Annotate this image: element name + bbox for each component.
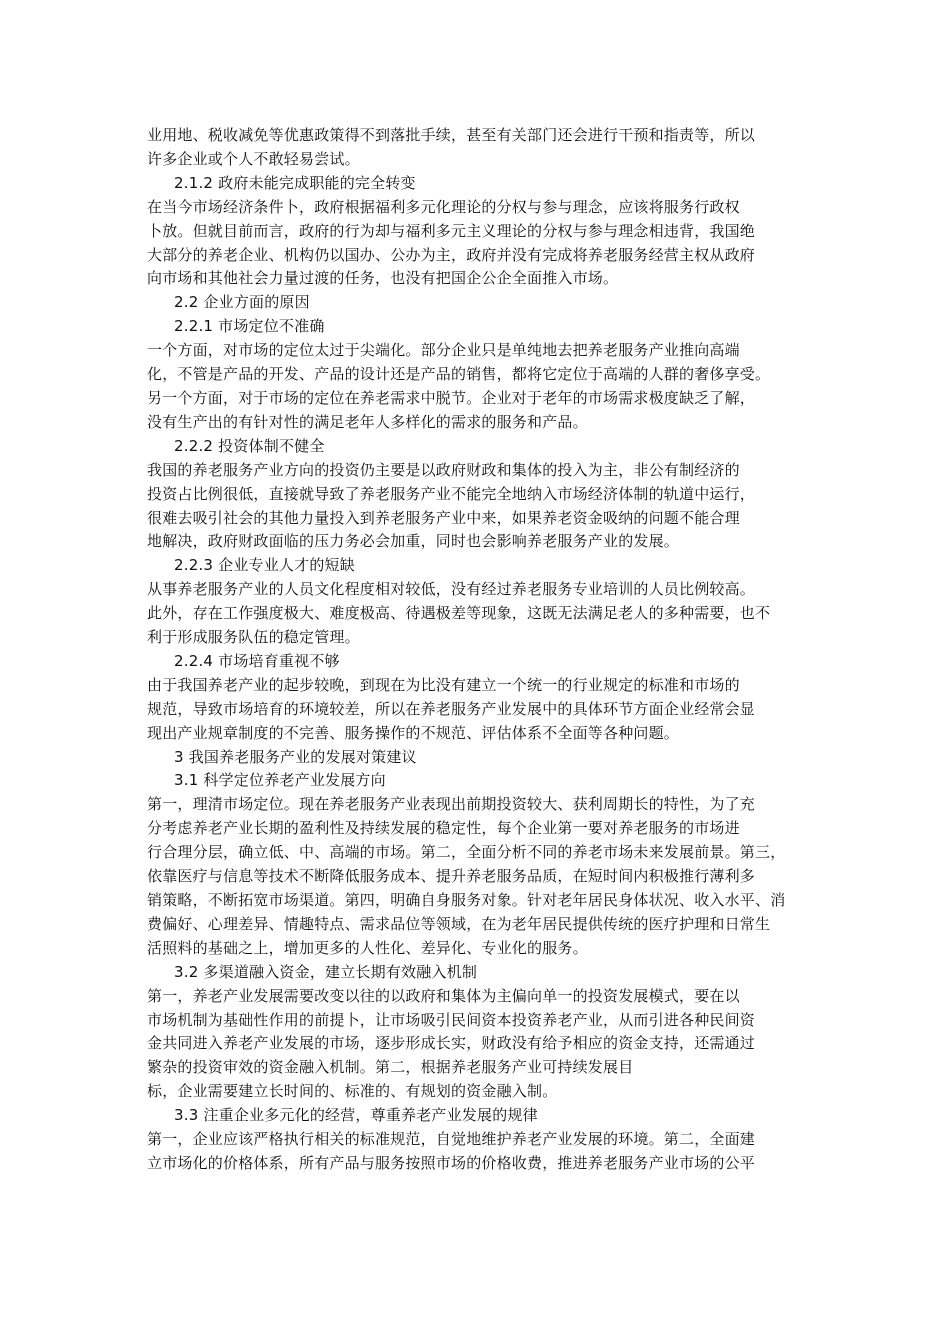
text-line: 行合理分层，确立低、中、高端的市场。第二，全面分析不同的养老市场未来发展前景。第三， bbox=[147, 843, 786, 862]
text-line: 依靠医疗与信息等技术不断降低服务成本、提升养老服务品质，在短时间内积极推行薄利多 bbox=[147, 867, 756, 886]
text-line: 业用地、税收减免等优惠政策得不到落批手续，甚至有关部门还会进行干预和指责等，所以 bbox=[147, 126, 756, 144]
text-line: 现出产业规章制度的不完善、服务操作的不规范、评估体系不全面等各种问题。 bbox=[147, 723, 680, 742]
section-heading: 2.2 企业方面的原因 bbox=[174, 293, 310, 312]
text-line: 我国的养老服务产业方向的投资仍主要是以政府财政和集体的投入为主，非公有制经济的 bbox=[147, 460, 740, 479]
text-line: 市场机制为基础性作用的前提卜，让市场吸引民间资本投资养老产业，从而引进各种民间资 bbox=[147, 1010, 756, 1029]
text-line: 地解决，政府财政面临的压力务必会加重，同时也会影响养老服务产业的发展。 bbox=[147, 532, 680, 551]
text-line: 另一个方面，对于市场的定位在养老需求中脱节。企业对于老年的市场需求极度缺乏了解， bbox=[147, 388, 756, 407]
text-line: 投资占比例很低，直接就导致了养老服务产业不能完全地纳入市场经济体制的轨道中运行， bbox=[147, 484, 756, 503]
text-line: 在当今市场经济条件卜，政府根据福利多元化理论的分权与参与理念，应该将服务行政权 bbox=[147, 197, 740, 216]
text-line: 向市场和其他社会力量过渡的任务，也没有把国企公企全面推入市场。 bbox=[147, 269, 619, 288]
text-line: 活照料的基础之上，增加更多的人性化、差异化、专业化的服务。 bbox=[147, 938, 588, 957]
text-line: 没有生产出的有针对性的满足老年人多样化的需求的服务和产品。 bbox=[147, 412, 588, 431]
section-heading: 2.2.4 市场培育重视不够 bbox=[174, 651, 340, 670]
text-line: 立市场化的价格体系，所有产品与服务按照市场的价格收费，推进养老服务产业市场的公平 bbox=[147, 1153, 756, 1172]
text-line: 一个方面，对市场的定位太过于尖端化。部分企业只是单纯地去把养老服务产业推向高端 bbox=[147, 341, 740, 360]
text-line: 此外，存在工作强度极大、难度极高、待遇极差等现象，这既无法满足老人的多种需要，也不 bbox=[147, 604, 771, 623]
section-heading: 3.2 多渠道融入资金，建立长期有效融入机制 bbox=[174, 962, 478, 981]
section-heading: 3.1 科学定位养老产业发展方向 bbox=[174, 771, 386, 790]
text-line: 繁杂的投资审效的资金融入机制。第二，根据养老服务产业可持续发展目 bbox=[147, 1058, 634, 1077]
text-line: 卜放。但就目前而言，政府的行为却与福利多元主义理论的分权与参与理念相违背，我国绝 bbox=[147, 221, 756, 240]
text-line: 化，不管是产品的开发、产品的设计还是产品的销售，都将它定位于高端的人群的奢侈享受。 bbox=[147, 365, 771, 384]
text-line: 规范，导致市场培育的环境较差，所以在养老服务产业发展中的具体环节方面企业经常会显 bbox=[147, 699, 756, 718]
section-heading: 2.2.1 市场定位不准确 bbox=[174, 317, 325, 336]
text-line: 标，企业需要建立长时间的、标准的、有规划的资金融入制。 bbox=[147, 1082, 558, 1101]
text-line: 很难去吸引社会的其他力量投入到养老服务产业中来，如果养老资金吸纳的问题不能合理 bbox=[147, 508, 740, 527]
text-line: 第一，理清市场定位。现在养老服务产业表现出前期投资较大、获利周期长的特性，为了充 bbox=[147, 795, 756, 814]
text-line: 费偏好、心理差异、情趣特点、需求品位等领域，在为老年居民提供传统的医疗护理和日常生 bbox=[147, 914, 771, 933]
section-heading: 3 我国养老服务产业的发展对策建议 bbox=[174, 747, 417, 766]
section-heading: 2.1.2 政府未能完成职能的完全转变 bbox=[174, 173, 416, 192]
text-line: 第一，养老产业发展需要改变以往的以政府和集体为主偏向单一的投资发展模式，要在以 bbox=[147, 986, 740, 1005]
text-line: 金共同进入养老产业发展的市场，逐步形成长实，财政没有给予相应的资金支持，还需通过 bbox=[147, 1034, 756, 1053]
section-heading: 2.2.2 投资体制不健全 bbox=[174, 436, 325, 455]
text-line: 由于我国养老产业的起步较晚，到现在为比没有建立一个统一的行业规定的标准和市场的 bbox=[147, 675, 740, 694]
section-heading: 2.2.3 企业专业人才的短缺 bbox=[174, 556, 355, 575]
text-line: 销策略，不断拓宽市场渠道。第四，明确自身服务对象。针对老年居民身体状况、收入水平、消 bbox=[147, 891, 786, 909]
text-line: 分考虑养老产业长期的盈利性及持续发展的稳定性，每个企业第一要对养老服务的市场进 bbox=[147, 819, 740, 838]
text-line: 大部分的养老企业、机构仍以国办、公办为主，政府并没有完成将养老服务经营主权从政府 bbox=[147, 245, 756, 264]
text-line: 第一，企业应该严格执行相关的标准规范，自觉地维护养老产业发展的环境。第二，全面建 bbox=[147, 1130, 756, 1149]
text-line: 许多企业或个人不敢轻易尝试。 bbox=[147, 149, 360, 168]
text-line: 利于形成服务队伍的稳定管理。 bbox=[147, 628, 360, 647]
section-heading: 3.3 注重企业多元化的经营，尊重养老产业发展的规律 bbox=[174, 1106, 538, 1125]
text-line: 从事养老服务产业的人员文化程度相对较低，没有经过养老服务专业培训的人员比例较高。 bbox=[147, 580, 756, 599]
document-body bbox=[147, 124, 807, 1176]
